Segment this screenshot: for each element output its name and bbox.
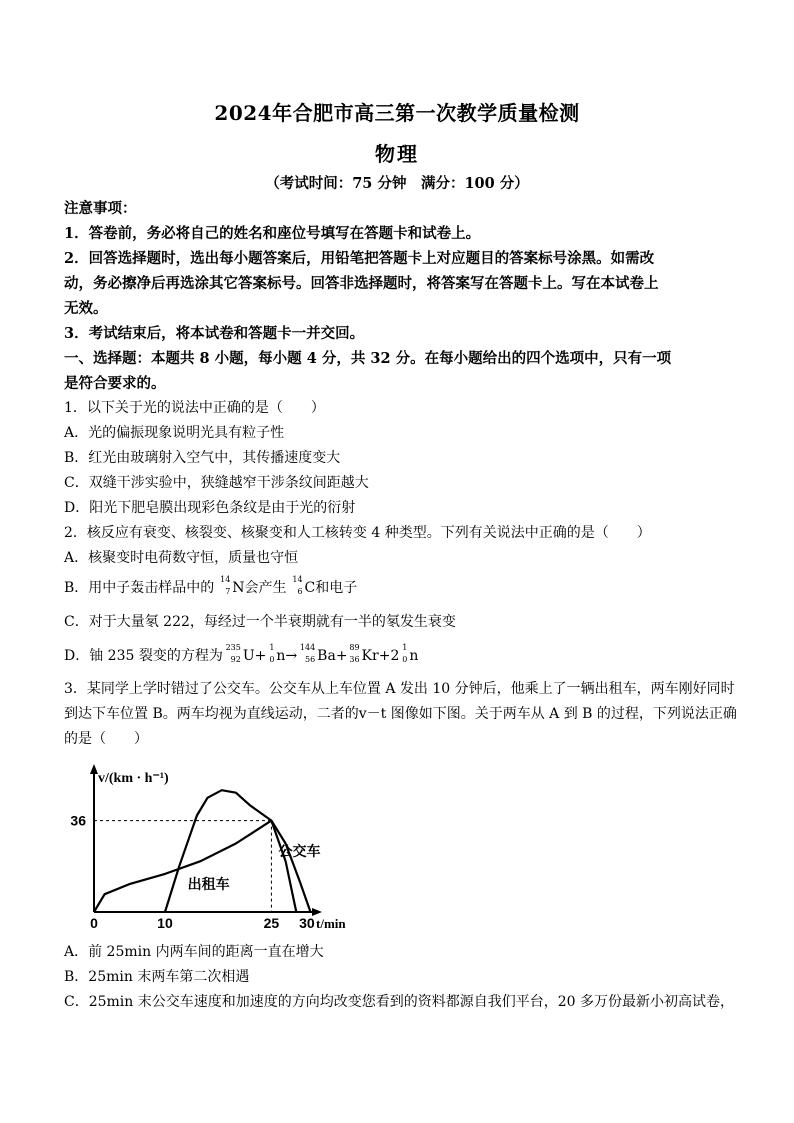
krypton-mass-number: 89 [349,643,360,652]
uranium-atomic-number: 92 [230,655,241,664]
vt-graph [64,762,346,932]
notice-item-1: 1．答卷前，务必将自己的姓名和座位号填写在答题卡和试卷上。 [64,225,481,242]
q1-stem: 1．以下关于光的说法中正确的是（ ） [64,400,325,416]
y-tick-label-36: 36 [70,812,86,829]
exam-info: （考试时间：75 分钟 满分：100 分） [265,175,529,192]
neutron-symbol-1: n [276,648,286,664]
q3-options [64,940,734,1015]
section1-heading-line1: 一、选择题：本题共 8 小题，每小题 4 分，共 32 分。在每小题给出的四个选项中，只有一项 [64,350,672,367]
uranium-symbol: U [242,648,255,664]
nitrogen-nuclide [214,576,232,596]
q1-option-a: A．光的偏振现象说明光具有粒子性 [64,425,285,441]
q3-option-a: A．前 25min 内两车间的距离一直在增大 [64,944,324,960]
q3-stem-line1: 3．某同学上学时错过了公交车。公交车从上车位置 A 发出 10 分钟后，他乘上了一辆出租车，两车刚好同时 [64,681,735,697]
q2-d-pre: D．铀 235 裂变的方程为 [64,648,223,664]
q2-stem: 2．核反应有衰变、核裂变、核聚变和人工核转变 4 种类型。下列有关说法中正确的是（ ） [64,525,651,541]
neutron-symbol-2: n [409,648,419,664]
uranium-mass-number: 235 [225,643,241,652]
neutron1-charge-number: 0 [269,655,275,664]
carbon-atomic-number: 6 [297,587,303,596]
q3-option-c: C．25min 末公交车速度和加速度的方向均改变您看到的资料都源自我们平台，20 多万份最新小初高试卷， [64,994,735,1010]
q2-option-b [64,571,734,605]
q1-option-d: D．阳光下肥皂膜出现彩色条纹是由于光的衍射 [64,500,356,516]
notice-heading: 注意事项： [64,200,137,217]
q3-option-b: B．25min 末两车第二次相遇 [64,969,250,985]
uranium-nuclide [223,644,243,664]
subject-title: 物理 [375,142,419,166]
q3-stem-line3: 的是（ ） [64,731,148,747]
neutron2-mass-number: 1 [402,643,408,652]
notice-item-2-line1: 2．回答选择题时，选出每小题答案后，用铅笔把答题卡上对应题目的答案标号涂黑。如需改 [64,250,655,267]
reaction-arrow: → [285,648,298,664]
q1-option-c: C．双缝干涉实验中，狭缝越窄干涉条纹间距越大 [64,475,369,491]
notice-section [64,196,737,752]
x-axis-label: t/min [316,916,346,931]
q2-b-mid: 会产生 [244,580,287,596]
nitrogen-symbol: N [232,580,245,596]
q2-option-d [64,639,734,673]
series-line-taxi [165,790,296,912]
neutron-coefficient: 2 [390,648,400,664]
plus-sign-2: + [335,648,348,664]
barium-atomic-number: 56 [304,655,316,664]
series-line-bus [94,821,311,912]
series-label-taxi: 出租车 [187,877,230,894]
q1-option-b: B．红光由玻璃射入空气中，其传播速度变大 [64,450,341,466]
section1-heading-line2: 是符合要求的。 [64,375,166,392]
krypton-atomic-number: 36 [349,655,360,664]
carbon-mass-number: 14 [292,575,303,584]
y-axis-arrow [90,764,98,774]
q2-b-post: 和电子 [315,580,358,596]
q2-option-a: A．核聚变时电荷数守恒，质量也守恒 [64,550,299,566]
neutron2-charge-number: 0 [402,655,408,664]
exam-title: 2024年合肥市高三第一次教学质量检测 [214,101,580,125]
y-axis-label: v/(km · h⁻¹) [98,771,169,786]
nitrogen-mass-number: 14 [220,575,231,584]
notice-item-3: 3．考试结束后，将本试卷和答题卡一并交回。 [64,325,365,342]
x-tick-label-10: 10 [157,915,173,931]
plus-sign-3: + [378,648,391,664]
barium-nuclide [297,644,317,664]
carbon-nuclide [287,576,305,596]
plus-sign-1: + [254,648,267,664]
series-label-bus: 公交车 [278,844,321,861]
x-tick-label-30: 30 [299,915,315,931]
krypton-symbol: Kr [361,648,379,664]
x-tick-label-0: 0 [90,915,98,931]
q2-b-pre: B．用中子轰击样品中的 [64,580,215,596]
nitrogen-atomic-number: 7 [225,587,231,596]
x-tick-label-25: 25 [263,915,280,931]
barium-mass-number: 144 [299,643,316,652]
notice-item-2-line2: 动，务必擦净后再选涂其它答案标号。回答非选择题时，将答案写在答题卡上。写在本试卷上 [64,275,659,292]
barium-symbol: Ba [317,648,336,664]
neutron1-mass-number: 1 [269,643,275,652]
krypton-nuclide [348,644,362,664]
neutron-nuclide-1 [266,644,276,664]
notice-item-2-line3: 无效。 [64,300,108,317]
carbon-symbol: C [304,580,316,596]
q2-option-c: C．对于大量氡 222，每经过一个半衰期就有一半的氡发生衰变 [64,614,456,630]
neutron-nuclide-2 [399,644,409,664]
q3-stem-line2: 到达下车位置 B。两车均视为直线运动，二者的v－t 图像如下图。关于两车从 A 到 B 的过程，下列说法正确 [64,706,737,722]
